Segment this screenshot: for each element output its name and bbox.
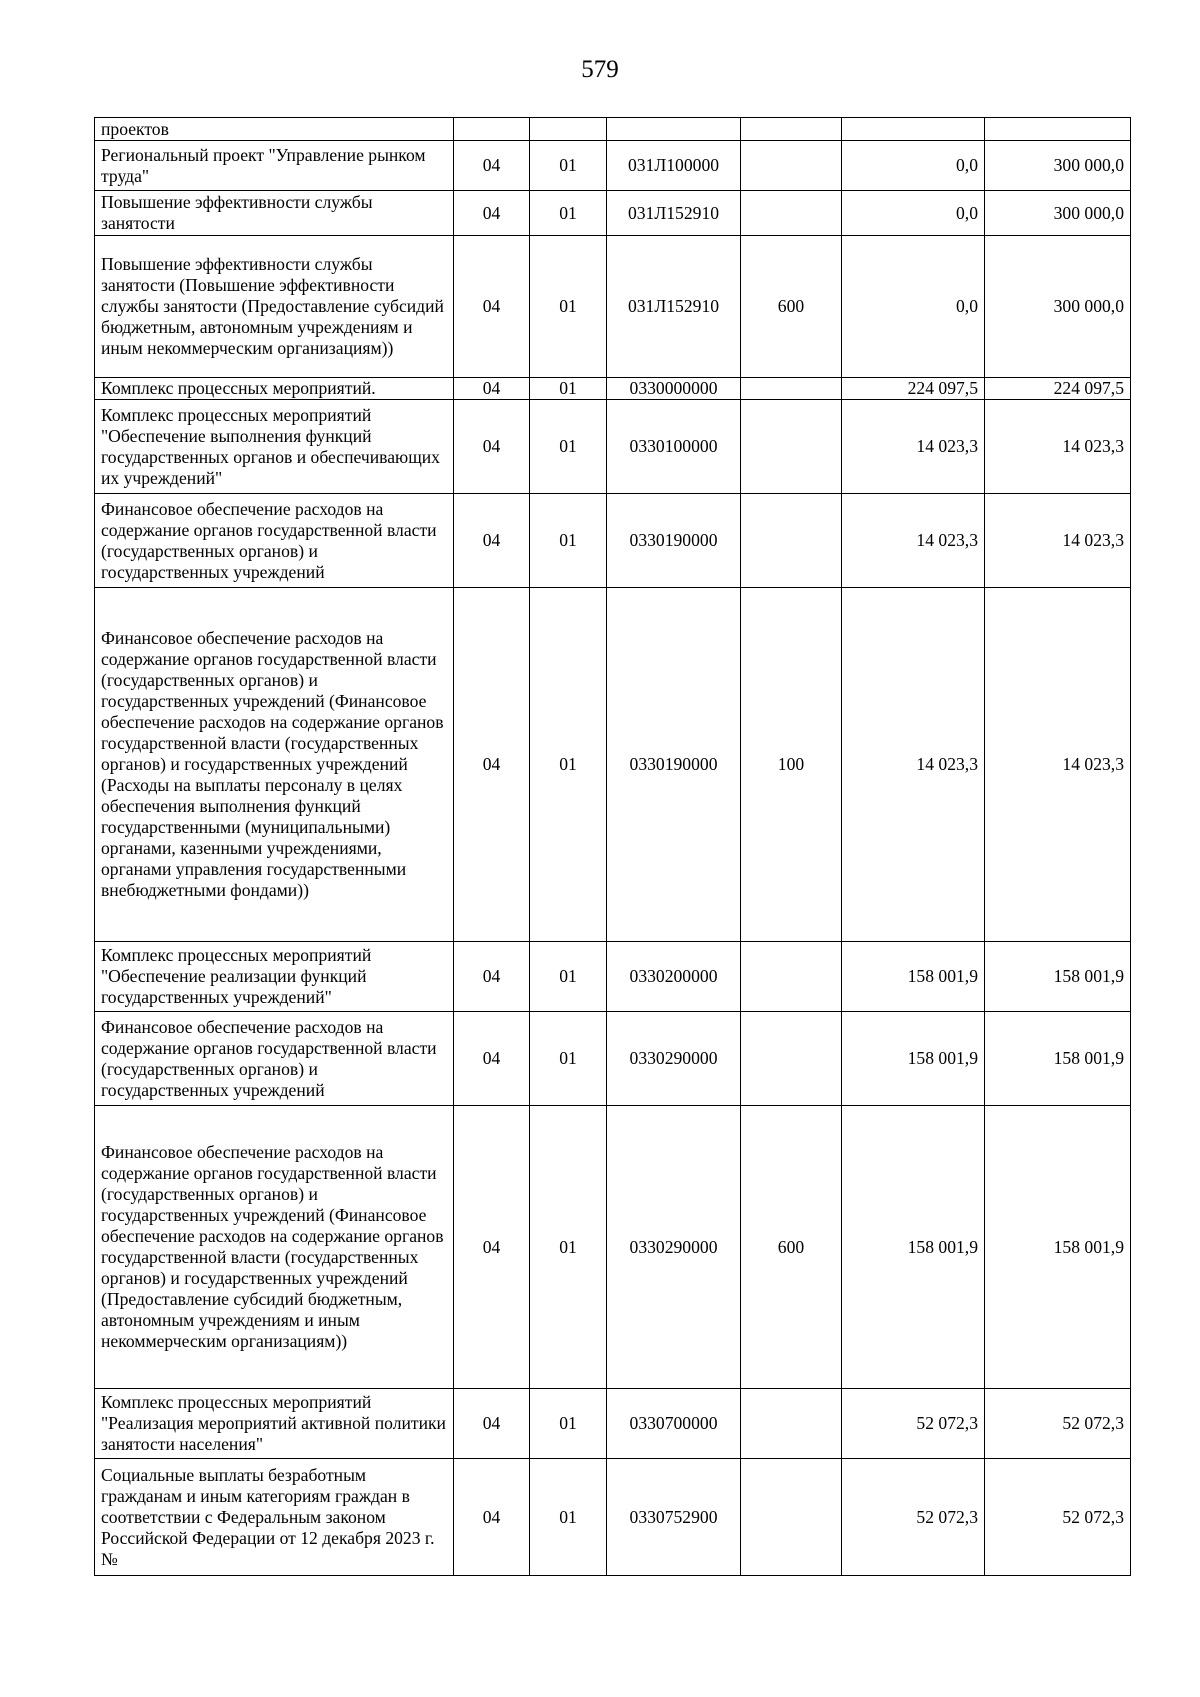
amount-1-cell: 0,0 — [842, 236, 985, 378]
section-cell: 04 — [454, 1106, 530, 1389]
expense-type-cell — [741, 118, 842, 141]
amount-1-cell: 14 023,3 — [842, 494, 985, 588]
section-cell: 04 — [454, 494, 530, 588]
section-cell: 04 — [454, 942, 530, 1012]
table-row — [95, 494, 1131, 588]
section-cell: 04 — [454, 191, 530, 236]
section-cell: 04 — [454, 400, 530, 494]
amount-1-cell: 14 023,3 — [842, 400, 985, 494]
table-row — [95, 1389, 1131, 1459]
section-cell: 04 — [454, 141, 530, 191]
target-code-cell: 0330700000 — [607, 1389, 741, 1459]
subsection-cell: 01 — [530, 400, 607, 494]
amount-1-cell: 0,0 — [842, 141, 985, 191]
target-code-cell: 031Л152910 — [607, 191, 741, 236]
target-code-cell: 0330000000 — [607, 378, 741, 400]
section-cell: 04 — [454, 588, 530, 942]
table-row — [95, 400, 1131, 494]
expense-type-cell: 600 — [741, 236, 842, 378]
target-code-cell: 0330100000 — [607, 400, 741, 494]
description-cell: Финансовое обеспечение расходов на содержание органов государственной власти (государственных органов) и государственных учреждений — [95, 1012, 454, 1106]
amount-1-cell: 52 072,3 — [842, 1459, 985, 1576]
subsection-cell: 01 — [530, 378, 607, 400]
subsection-cell: 01 — [530, 236, 607, 378]
amount-1-cell: 14 023,3 — [842, 588, 985, 942]
subsection-cell: 01 — [530, 1389, 607, 1459]
amount-2-cell: 158 001,9 — [985, 1012, 1131, 1106]
expense-type-cell — [741, 141, 842, 191]
table-row — [95, 141, 1131, 191]
expense-type-cell — [741, 378, 842, 400]
amount-2-cell: 52 072,3 — [985, 1459, 1131, 1576]
amount-2-cell: 300 000,0 — [985, 141, 1131, 191]
subsection-cell — [530, 118, 607, 141]
target-code-cell: 0330752900 — [607, 1459, 741, 1576]
description-cell: Комплекс процессных мероприятий "Обеспечение выполнения функций государственных органов и обеспечивающих их учреждений" — [95, 400, 454, 494]
description-cell: Финансовое обеспечение расходов на содержание органов государственной власти (государственных органов) и государственных учреждений (Финансовое обеспечение расходов на содержание органов государственной власти (государственных органов) и государственных учреждений (Расходы на выплаты персоналу в целях обеспечения выполнения функций государственными (муниципальными) органами, казенными учреждениями, органами управления государственными внебюджетными фондами)) — [95, 588, 454, 942]
subsection-cell: 01 — [530, 1012, 607, 1106]
amount-2-cell: 300 000,0 — [985, 191, 1131, 236]
amount-2-cell: 224 097,5 — [985, 378, 1131, 400]
expense-type-cell — [741, 942, 842, 1012]
description-cell: проектов — [95, 118, 454, 141]
expense-type-cell — [741, 1459, 842, 1576]
subsection-cell: 01 — [530, 942, 607, 1012]
expense-type-cell — [741, 494, 842, 588]
section-cell: 04 — [454, 378, 530, 400]
amount-1-cell: 52 072,3 — [842, 1389, 985, 1459]
subsection-cell: 01 — [530, 588, 607, 942]
table-row — [95, 942, 1131, 1012]
section-cell: 04 — [454, 236, 530, 378]
section-cell — [454, 118, 530, 141]
table-row — [95, 1012, 1131, 1106]
subsection-cell: 01 — [530, 141, 607, 191]
table-row — [95, 118, 1131, 141]
amount-1-cell: 224 097,5 — [842, 378, 985, 400]
amount-1-cell: 158 001,9 — [842, 1106, 985, 1389]
expense-type-cell: 100 — [741, 588, 842, 942]
expense-type-cell — [741, 191, 842, 236]
subsection-cell: 01 — [530, 1459, 607, 1576]
target-code-cell — [607, 118, 741, 141]
table-row — [95, 378, 1131, 400]
amount-2-cell: 300 000,0 — [985, 236, 1131, 378]
amount-2-cell: 14 023,3 — [985, 494, 1131, 588]
amount-2-cell: 158 001,9 — [985, 942, 1131, 1012]
description-cell: Региональный проект "Управление рынком труда" — [95, 141, 454, 191]
target-code-cell: 0330290000 — [607, 1106, 741, 1389]
description-cell: Финансовое обеспечение расходов на содержание органов государственной власти (государственных органов) и государственных учреждений (Финансовое обеспечение расходов на содержание органов государственной власти (государственных органов) и государственных учреждений (Предоставление субсидий бюджетным, автономным учреждениям и иным некоммерческим организациям)) — [95, 1106, 454, 1389]
amount-2-cell — [985, 118, 1131, 141]
expense-type-cell — [741, 400, 842, 494]
section-cell: 04 — [454, 1389, 530, 1459]
target-code-cell: 0330190000 — [607, 588, 741, 942]
table-row — [95, 1106, 1131, 1389]
description-cell: Финансовое обеспечение расходов на содержание органов государственной власти (государственных органов) и государственных учреждений — [95, 494, 454, 588]
budget-table-body — [95, 118, 1131, 1576]
table-row — [95, 1459, 1131, 1576]
description-cell: Комплекс процессных мероприятий "Реализация мероприятий активной политики занятости населения" — [95, 1389, 454, 1459]
subsection-cell: 01 — [530, 191, 607, 236]
amount-1-cell: 0,0 — [842, 191, 985, 236]
target-code-cell: 031Л100000 — [607, 141, 741, 191]
page-number: 579 — [581, 56, 619, 83]
amount-2-cell: 14 023,3 — [985, 400, 1131, 494]
description-cell: Повышение эффективности службы занятости (Повышение эффективности службы занятости (Предоставление субсидий бюджетным, автономным учреждениям и иным некоммерческим организациям)) — [95, 236, 454, 378]
subsection-cell: 01 — [530, 494, 607, 588]
subsection-cell: 01 — [530, 1106, 607, 1389]
description-cell: Комплекс процессных мероприятий. — [95, 378, 454, 400]
budget-table — [94, 117, 1131, 1576]
target-code-cell: 0330290000 — [607, 1012, 741, 1106]
section-cell: 04 — [454, 1459, 530, 1576]
expense-type-cell: 600 — [741, 1106, 842, 1389]
description-cell: Повышение эффективности службы занятости — [95, 191, 454, 236]
table-row — [95, 191, 1131, 236]
amount-2-cell: 158 001,9 — [985, 1106, 1131, 1389]
description-cell: Комплекс процессных мероприятий "Обеспечение реализации функций государственных учреждений" — [95, 942, 454, 1012]
amount-1-cell: 158 001,9 — [842, 1012, 985, 1106]
amount-1-cell: 158 001,9 — [842, 942, 985, 1012]
section-cell: 04 — [454, 1012, 530, 1106]
amount-2-cell: 52 072,3 — [985, 1389, 1131, 1459]
target-code-cell: 0330200000 — [607, 942, 741, 1012]
description-cell: Социальные выплаты безработным гражданам и иным категориям граждан в соответствии с Федеральным законом Российской Федерации от 12 декабря 2023 г. № — [95, 1459, 454, 1576]
table-row — [95, 588, 1131, 942]
amount-1-cell — [842, 118, 985, 141]
expense-type-cell — [741, 1012, 842, 1106]
expense-type-cell — [741, 1389, 842, 1459]
amount-2-cell: 14 023,3 — [985, 588, 1131, 942]
target-code-cell: 031Л152910 — [607, 236, 741, 378]
table-row — [95, 236, 1131, 378]
target-code-cell: 0330190000 — [607, 494, 741, 588]
